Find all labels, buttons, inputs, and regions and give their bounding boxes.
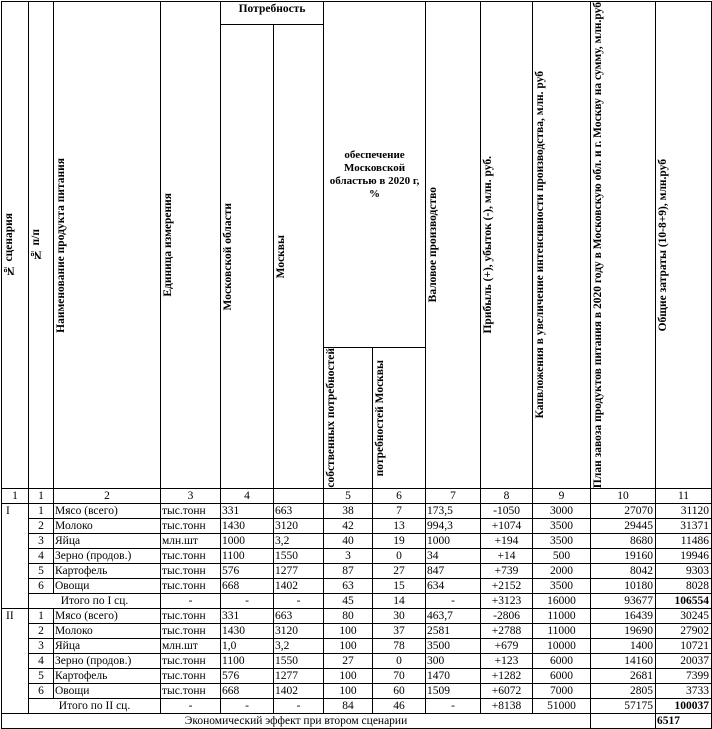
table-cell: 3500 — [533, 534, 591, 549]
table-cell: тыс.тонн — [161, 624, 221, 639]
table-cell: 38 — [324, 504, 373, 519]
total-cell: 100037 — [656, 699, 712, 714]
table-cell: 173,5 — [426, 504, 481, 519]
total-cell: 93677 — [591, 594, 656, 609]
table-cell: +2152 — [481, 579, 533, 594]
total-cell: - — [221, 699, 274, 714]
column-number-row — [2, 489, 712, 504]
column-number-cell: 4 — [221, 489, 274, 504]
table-cell: 2 — [29, 624, 54, 639]
header-scenario: № сценария — [2, 2, 29, 489]
total-label: Итого по II сц. — [29, 699, 161, 714]
table-cell: Картофель — [54, 669, 161, 684]
table-cell: Молоко — [54, 624, 161, 639]
total-cell: 84 — [324, 699, 373, 714]
table-cell: 2681 — [591, 669, 656, 684]
table-cell: +1074 — [481, 519, 533, 534]
table-cell: 634 — [426, 579, 481, 594]
table-cell: 29445 — [591, 519, 656, 534]
column-number-cell: 1 — [29, 489, 54, 504]
table-cell: 2 — [29, 519, 54, 534]
table-cell: 576 — [221, 564, 274, 579]
table-cell: 668 — [221, 579, 274, 594]
total-cell: +8138 — [481, 699, 533, 714]
total-cell: - — [161, 594, 221, 609]
column-number-cell: 9 — [533, 489, 591, 504]
total-cell: +3123 — [481, 594, 533, 609]
table-cell: 6 — [29, 684, 54, 699]
total-label: Итого по I сц. — [29, 594, 161, 609]
table-cell: 11000 — [533, 609, 591, 624]
table-cell: 3500 — [533, 519, 591, 534]
table-cell: 100 — [324, 669, 373, 684]
table-cell: +679 — [481, 639, 533, 654]
table-cell: +194 — [481, 534, 533, 549]
total-cell: 51000 — [533, 699, 591, 714]
header-number: № п/п — [29, 2, 54, 489]
header-gross: Валовое производство — [426, 2, 481, 489]
table-cell: 11486 — [656, 534, 712, 549]
table-row — [2, 549, 712, 564]
column-number-cell — [274, 489, 324, 504]
table-cell: 78 — [373, 639, 426, 654]
table-cell: 100 — [324, 624, 373, 639]
table-cell: 14160 — [591, 654, 656, 669]
column-number-cell: 8 — [481, 489, 533, 504]
table-cell: тыс.тонн — [161, 519, 221, 534]
table-cell: 1430 — [221, 624, 274, 639]
table-cell: 60 — [373, 684, 426, 699]
total-cell: 45 — [324, 594, 373, 609]
table-cell: +1282 — [481, 669, 533, 684]
table-cell: 1430 — [221, 519, 274, 534]
table-cell: тыс.тонн — [161, 564, 221, 579]
table-cell: 10000 — [533, 639, 591, 654]
header-supply-group: обеспечение Московской областью в 2020 г, % — [324, 2, 426, 348]
table-cell: 3 — [324, 549, 373, 564]
table-cell: 19160 — [591, 549, 656, 564]
table-cell: 2581 — [426, 624, 481, 639]
table-cell: 2000 — [533, 564, 591, 579]
header-supply-own: собственных потребностей — [324, 348, 373, 489]
table-cell: 3000 — [533, 504, 591, 519]
table-cell: 1277 — [274, 669, 324, 684]
column-number-cell: 3 — [161, 489, 221, 504]
table-cell: 27902 — [656, 624, 712, 639]
table-cell: 100 — [324, 684, 373, 699]
table-cell: 8028 — [656, 579, 712, 594]
table-cell: 1100 — [221, 654, 274, 669]
table-cell: 27 — [324, 654, 373, 669]
table-cell: 3120 — [274, 519, 324, 534]
scenario-label: II — [2, 609, 29, 714]
table-row — [2, 504, 712, 519]
table-cell: 1402 — [274, 684, 324, 699]
total-cell: - — [161, 699, 221, 714]
total-cell: - — [274, 699, 324, 714]
table-cell: 1000 — [426, 534, 481, 549]
table-cell: 31120 — [656, 504, 712, 519]
table-cell: Мясо (всего) — [54, 504, 161, 519]
table-cell: +14 — [481, 549, 533, 564]
table-cell: Молоко — [54, 519, 161, 534]
table-cell: Мясо (всего) — [54, 609, 161, 624]
table-row — [2, 639, 712, 654]
table-cell: 15 — [373, 579, 426, 594]
column-number-cell: 11 — [656, 489, 712, 504]
table-cell: тыс.тонн — [161, 609, 221, 624]
table-cell: -1050 — [481, 504, 533, 519]
table-row — [2, 519, 712, 534]
table-cell: 20037 — [656, 654, 712, 669]
scenario-label: I — [2, 504, 29, 609]
table-cell: 11000 — [533, 624, 591, 639]
table-cell: 6000 — [533, 669, 591, 684]
column-number-cell: 2 — [54, 489, 161, 504]
column-number-cell: 6 — [373, 489, 426, 504]
table-cell: 19 — [373, 534, 426, 549]
table-cell: млн.шт — [161, 639, 221, 654]
table-row — [2, 624, 712, 639]
table-cell: Зерно (продов.) — [54, 549, 161, 564]
total-cell: 46 — [373, 699, 426, 714]
header-need-group: Потребность — [221, 2, 324, 25]
table-cell: 1550 — [274, 654, 324, 669]
header-need-m: Москвы — [274, 25, 324, 489]
table-cell: 3 — [29, 639, 54, 654]
table-cell: 10180 — [591, 579, 656, 594]
total-cell: 14 — [373, 594, 426, 609]
header-need-mo: Московской области — [221, 25, 274, 489]
table-cell: Зерно (продов.) — [54, 654, 161, 669]
table-cell: 300 — [426, 654, 481, 669]
table-cell: 1000 — [221, 534, 274, 549]
table-cell: тыс.тонн — [161, 654, 221, 669]
total-cell: - — [426, 594, 481, 609]
table-cell: 1100 — [221, 549, 274, 564]
table-cell: 6 — [29, 579, 54, 594]
column-number-cell: 5 — [324, 489, 373, 504]
table-cell: 3500 — [426, 639, 481, 654]
table-cell: тыс.тонн — [161, 549, 221, 564]
table-cell: +6072 — [481, 684, 533, 699]
effect-value: 6517 — [656, 714, 712, 729]
table-cell: 40 — [324, 534, 373, 549]
table-cell: 576 — [221, 669, 274, 684]
table-cell: 5 — [29, 669, 54, 684]
table-cell: 31371 — [656, 519, 712, 534]
table-cell: 10721 — [656, 639, 712, 654]
table-cell: +123 — [481, 654, 533, 669]
table-cell: 7000 — [533, 684, 591, 699]
table-cell: 668 — [221, 684, 274, 699]
table-cell: 663 — [274, 504, 324, 519]
table-cell: 663 — [274, 609, 324, 624]
header-unit: Единица измерения — [161, 2, 221, 489]
table-cell: Яйца — [54, 534, 161, 549]
table-cell: 5 — [29, 564, 54, 579]
table-row — [2, 654, 712, 669]
table-cell: 42 — [324, 519, 373, 534]
header-plan: План завоза продуктов питания в 2020 году в Московскую обл. и г. Москву на сумму, млн.руб — [591, 2, 656, 489]
table-cell: 1470 — [426, 669, 481, 684]
table-cell: тыс.тонн — [161, 684, 221, 699]
table-cell: 37 — [373, 624, 426, 639]
total-cell: - — [274, 594, 324, 609]
table-cell: 1,0 — [221, 639, 274, 654]
table-row — [2, 564, 712, 579]
column-number-cell: 1 — [2, 489, 29, 504]
table-cell: -2806 — [481, 609, 533, 624]
table-cell: 1 — [29, 504, 54, 519]
table-row — [2, 669, 712, 684]
table-cell: 13 — [373, 519, 426, 534]
total-cell: - — [221, 594, 274, 609]
table-cell: 6000 — [533, 654, 591, 669]
table-cell: 1 — [29, 609, 54, 624]
total-cell: 16000 — [533, 594, 591, 609]
table-cell: 27 — [373, 564, 426, 579]
table-cell: 8042 — [591, 564, 656, 579]
table-cell: тыс.тонн — [161, 669, 221, 684]
table-cell: 34 — [426, 549, 481, 564]
table-cell: +739 — [481, 564, 533, 579]
table-cell: 87 — [324, 564, 373, 579]
total-cell: 57175 — [591, 699, 656, 714]
table-cell: 7399 — [656, 669, 712, 684]
effect-label: Экономический эффект при втором сценарии — [2, 714, 591, 729]
table-cell: 9303 — [656, 564, 712, 579]
header-product: Наименование продукта питания — [54, 2, 161, 489]
table-cell: 63 — [324, 579, 373, 594]
table-cell: Овощи — [54, 684, 161, 699]
table-cell: 0 — [373, 654, 426, 669]
total-cell: - — [426, 699, 481, 714]
column-number-cell: 10 — [591, 489, 656, 504]
table-cell: 30 — [373, 609, 426, 624]
header-supply-m: потребностей Москвы — [373, 348, 426, 489]
table-row — [2, 579, 712, 594]
table-cell: 100 — [324, 639, 373, 654]
table-cell: 994,3 — [426, 519, 481, 534]
table-cell: 4 — [29, 549, 54, 564]
table-cell: 8680 — [591, 534, 656, 549]
table-row — [2, 534, 712, 549]
table-cell: тыс.тонн — [161, 579, 221, 594]
table-cell: 1277 — [274, 564, 324, 579]
table-cell: 70 — [373, 669, 426, 684]
table-cell: 19946 — [656, 549, 712, 564]
scenario-table — [1, 1, 712, 729]
table-cell: 0 — [373, 549, 426, 564]
table-cell: Картофель — [54, 564, 161, 579]
table-cell: +2788 — [481, 624, 533, 639]
table-row — [2, 609, 712, 624]
table-cell: 3 — [29, 534, 54, 549]
table-cell: 463,7 — [426, 609, 481, 624]
table-cell: 19690 — [591, 624, 656, 639]
table-cell: 80 — [324, 609, 373, 624]
table-cell: 331 — [221, 504, 274, 519]
table-cell: 1509 — [426, 684, 481, 699]
header-total: Общие затраты (10-8+9), млн.руб — [656, 2, 712, 489]
table-cell: млн.шт — [161, 534, 221, 549]
table-cell: 3733 — [656, 684, 712, 699]
table-row — [2, 684, 712, 699]
table-cell: 7 — [373, 504, 426, 519]
table-cell: 1550 — [274, 549, 324, 564]
table-cell: Овощи — [54, 579, 161, 594]
table-cell: 16439 — [591, 609, 656, 624]
table-cell: 3500 — [533, 579, 591, 594]
table-cell: 27070 — [591, 504, 656, 519]
table-cell: 1400 — [591, 639, 656, 654]
table-cell: 2805 — [591, 684, 656, 699]
table-cell: тыс.тонн — [161, 504, 221, 519]
header-profit: Прибыль (+), убыток (-), млн. руб. — [481, 2, 533, 489]
total-cell: 106554 — [656, 594, 712, 609]
table-cell: 3,2 — [274, 639, 324, 654]
table-cell: 847 — [426, 564, 481, 579]
table-cell: 3120 — [274, 624, 324, 639]
table-cell: 1402 — [274, 579, 324, 594]
table-cell: 30245 — [656, 609, 712, 624]
table-cell: 500 — [533, 549, 591, 564]
header-invest: Капвложения в увеличение интенсивности производства, млн. руб — [533, 2, 591, 489]
total-row — [2, 699, 712, 714]
table-cell: 4 — [29, 654, 54, 669]
column-number-cell: 7 — [426, 489, 481, 504]
effect-blank — [591, 714, 656, 729]
table-cell: 331 — [221, 609, 274, 624]
table-cell: Яйца — [54, 639, 161, 654]
effect-row — [2, 714, 712, 729]
total-row — [2, 594, 712, 609]
table-cell: 3,2 — [274, 534, 324, 549]
